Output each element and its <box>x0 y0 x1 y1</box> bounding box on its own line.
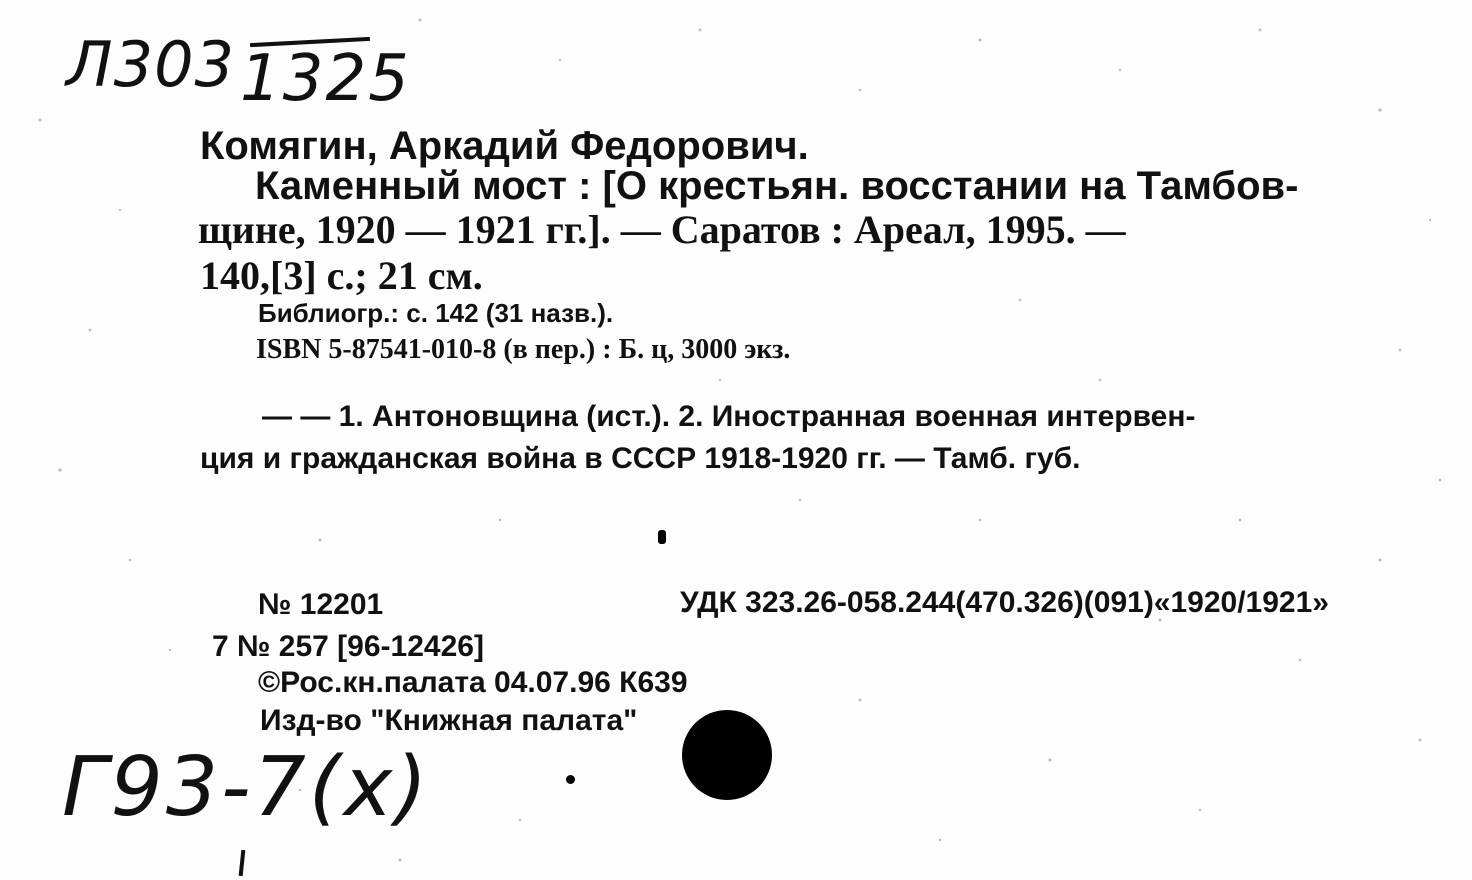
isbn-line: ISBN 5-87541-010-8 (в пер.) : Б. ц, 3000 экз. <box>256 334 791 365</box>
udk-classification: УДК 323.26-058.244(470.326)(091)«1920/1921» <box>680 586 1329 619</box>
handwritten-call-number-left: Л303 <box>66 28 235 101</box>
ink-mark <box>658 530 666 544</box>
title-line-2: щине, 1920 — 1921 гг.]. — Саратов : Ареал, 1995. — <box>198 207 1126 252</box>
title-line-3: 140,[3] с.; 21 см. <box>200 253 483 298</box>
subjects-line-1: — — 1. Антоновщина (ист.). 2. Иностранная военная интервен- <box>262 400 1196 433</box>
author-heading: Комягин, Аркадий Федорович. <box>200 124 809 168</box>
card-number: 7 № 257 [96-12426] <box>212 630 484 663</box>
title-line-1: Каменный мост : [О крестьян. восстании на Тамбов- <box>255 164 1299 208</box>
publisher-line: Изд-во "Книжная палата" <box>260 704 638 737</box>
handwritten-call-number-right: 1325 <box>240 42 411 116</box>
bibliography-note: Библиогр.: с. 142 (31 назв.). <box>258 298 614 328</box>
handwritten-shelf-mark: Г93-7(х) <box>62 740 431 835</box>
copyright-line: ©Рос.кн.палата 04.07.96 К639 <box>258 666 688 699</box>
punch-hole <box>682 710 772 800</box>
subjects-line-2: ция и гражданская война в СССР 1918-1920 гг. — Тамб. губ. <box>200 442 1081 475</box>
record-number: № 12201 <box>258 588 384 621</box>
ink-dot <box>566 775 575 784</box>
